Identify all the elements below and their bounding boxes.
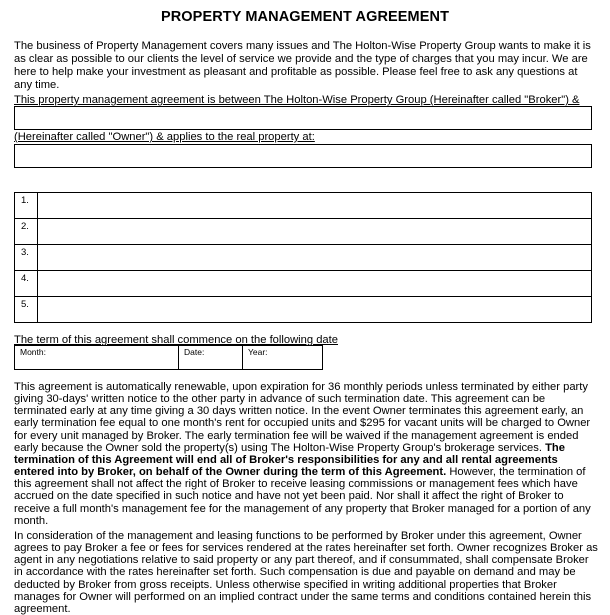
property-entry-field[interactable] — [38, 271, 592, 297]
commencement-date-table — [14, 345, 323, 370]
year-field[interactable] — [243, 346, 323, 370]
property-number: 1. — [15, 193, 38, 219]
property-row — [15, 245, 592, 271]
compensation-paragraph: In consideration of the management and leasing functions to be performed by Broker under this agreement, Owner agrees to pay Broker a fee or fees for services rendered at the rates hereinafter set forth. Owner recognizes Broker as agent in any negotiations relative to said property or any part thereof, and if consummated, shall compensate Broker in accordance with the rates hereinafter set forth. Such compensation is due and payable on demand and may be deducted by Broker from gross receipts. Unless otherwise specified in writing additional properties that Broker manages for Owner will performed on an implied contract under the same terms and conditions contained herein this agreement. — [14, 530, 598, 615]
para1-text-a: This agreement is automatically renewable, upon expiration for 36 monthly periods unless terminated by either party giving 30-days' written notice to the other party in advance of such termination date. This agreement can be terminated early at any time giving a 30 days written notice. In the event Owner terminates this agreement early, an early termination fee equal to one month's rent for occupied units and $295 for vacant units will be charged to Owner for every unit managed by Broker. The early termination fee will be waived if the management agreement is ended early because the Owner sold the property(s) using The Holton-Wise Property Group's brokerage services. — [14, 381, 591, 454]
intro-paragraph: The business of Property Management covers many issues and The Holton-Wise Property Group wants to make it is as clear as possible to our clients the level of service we provide and the type of charges that you may incur. We are here to help make your investment as pleasant and profitable as possible. Please feel free to ask any questions at any time. — [14, 40, 591, 91]
property-number: 3. — [15, 245, 38, 271]
date-label: Date: — [184, 347, 205, 357]
para1-bold-text: The termination of this Agreement will end all of Broker's responsibilities for any and all rental agreements entered into by Broker, on behalf of the Owner during the term of this Agreement. — [14, 441, 565, 479]
year-label: Year: — [248, 347, 268, 357]
month-label: Month: — [20, 347, 46, 357]
date-field[interactable] — [179, 346, 243, 370]
renewal-termination-paragraph — [14, 381, 598, 527]
term-label: The term of this agreement shall commence on the following date — [14, 334, 338, 346]
document-title: PROPERTY MANAGEMENT AGREEMENT — [160, 9, 450, 25]
para1-text-b: However, the termination of this agreement shall not affect the right of Broker to receive leasing commissions or management fees which have accrued on the date specified in such notice and have not yet been paid. Nor shall it affect the right of Broker to receive a full month's management fee for the management of any property that Broker managed for a portion of any month. — [14, 466, 591, 527]
property-row — [15, 193, 592, 219]
owner-name-field[interactable] — [14, 106, 592, 130]
property-entry-field[interactable] — [38, 219, 592, 245]
month-field[interactable] — [15, 346, 179, 370]
property-number: 4. — [15, 271, 38, 297]
property-row — [15, 219, 592, 245]
property-row — [15, 297, 592, 323]
owner-clause-label: (Hereinafter called "Owner") & applies to the real property at: — [14, 131, 315, 143]
broker-clause-label: This property management agreement is between The Holton-Wise Property Group (Hereinafter called "Broker") & — [14, 94, 580, 106]
property-entry-field[interactable] — [38, 297, 592, 323]
property-row — [15, 271, 592, 297]
property-entry-field[interactable] — [38, 193, 592, 219]
property-list-table — [14, 192, 592, 323]
property-number: 5. — [15, 297, 38, 323]
property-number: 2. — [15, 219, 38, 245]
property-entry-field[interactable] — [38, 245, 592, 271]
property-address-field[interactable] — [14, 144, 592, 168]
